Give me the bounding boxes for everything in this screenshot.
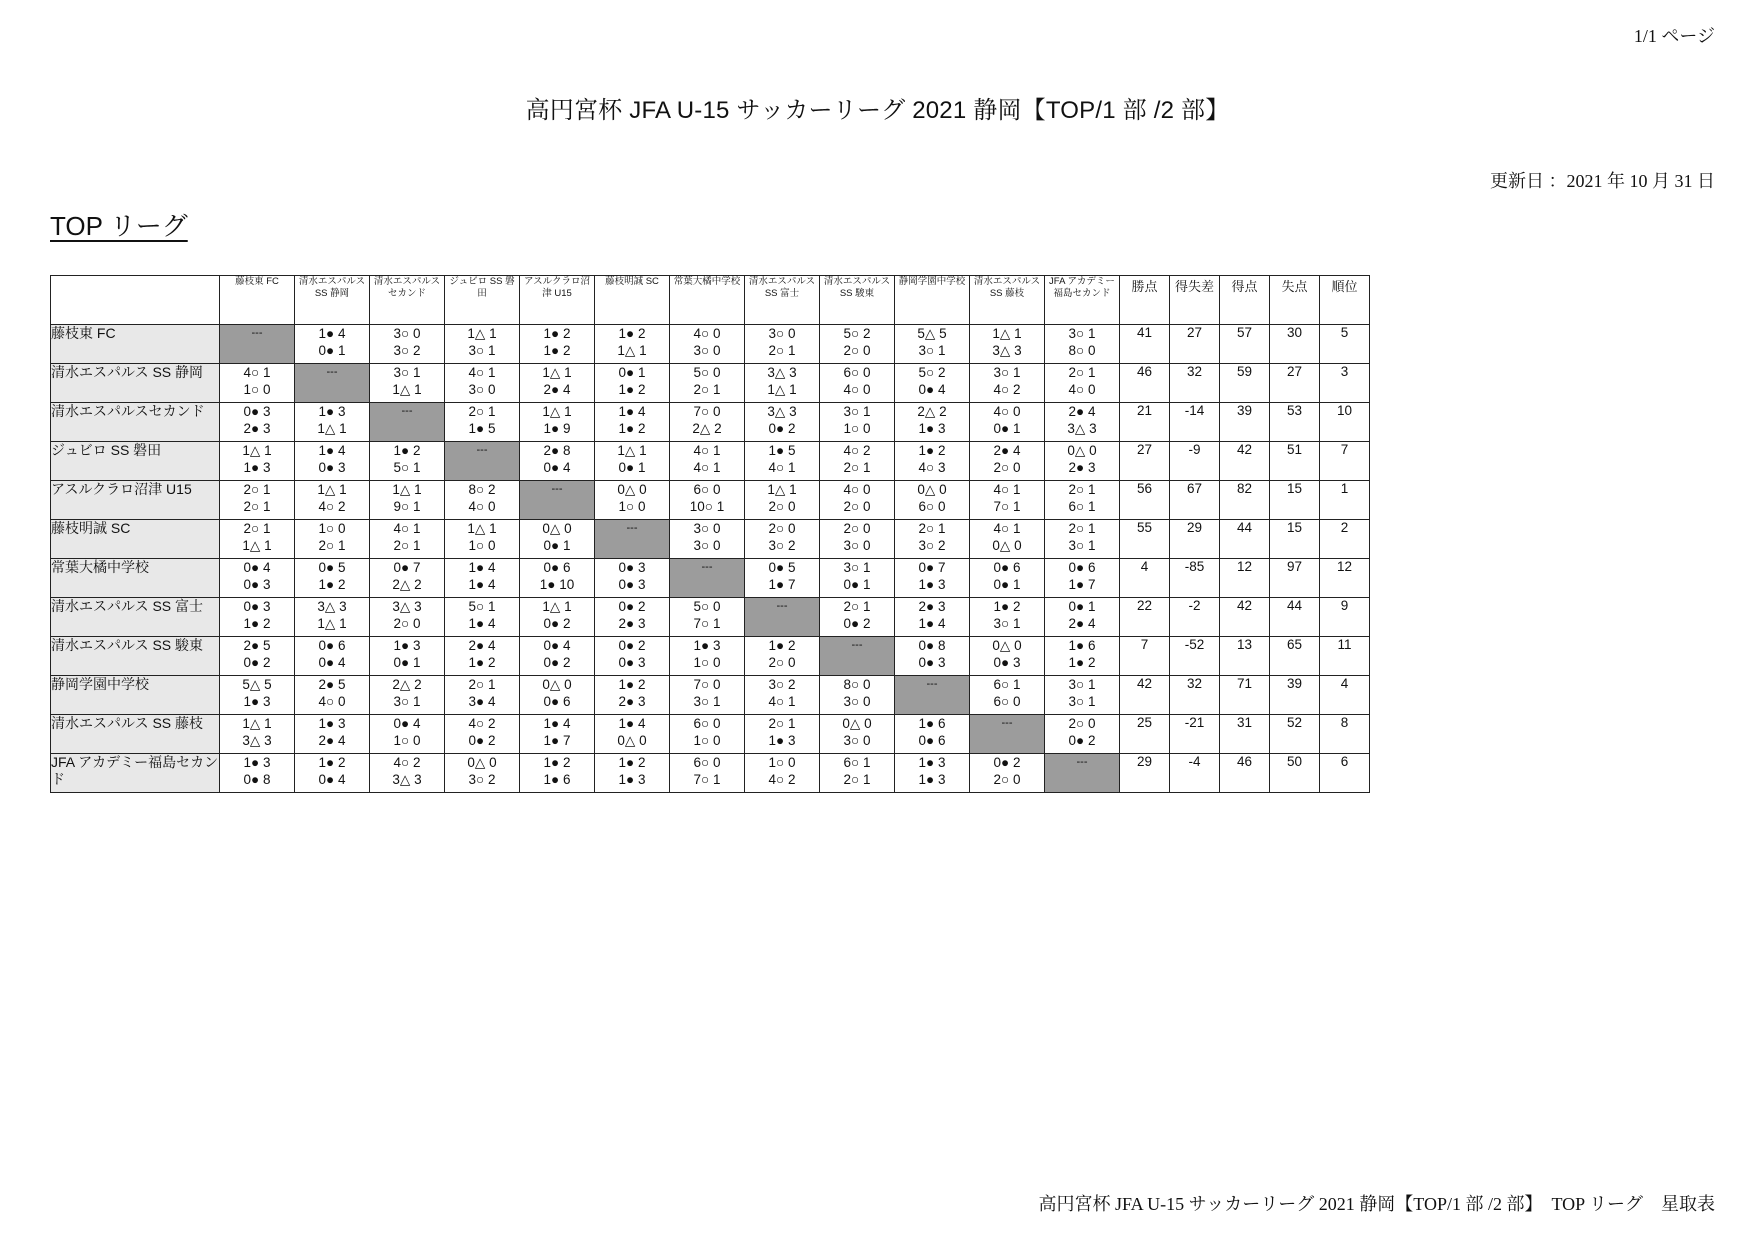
self-match-cell: --- [595,520,670,559]
match-result-cell: 1● 4 0△ 0 [595,715,670,754]
stat-cell: 4 [1320,676,1370,715]
match-result-cell: 1△ 1 2● 4 [520,364,595,403]
match-result-cell: 0● 3 2● 3 [220,403,295,442]
stat-cell: -52 [1170,637,1220,676]
stat-cell: -14 [1170,403,1220,442]
match-result-cell: 1● 4 1● 7 [520,715,595,754]
match-result-cell: 5○ 0 2○ 1 [670,364,745,403]
match-result-cell: 1△ 1 2○ 0 [745,481,820,520]
stat-cell: -21 [1170,715,1220,754]
match-result-cell: 1○ 0 2○ 1 [295,520,370,559]
match-result-cell: 0● 6 1● 7 [1045,559,1120,598]
standings-table [50,275,1370,793]
match-result-cell: 1△ 1 3△ 3 [970,325,1045,364]
page-footer: 高円宮杯 JFA U-15 サッカーリーグ 2021 静岡【TOP/1 部 /2 部】 TOP リーグ 星取表 [1038,1194,1715,1214]
match-result-cell: 0● 8 0● 3 [895,637,970,676]
table-row [51,325,1370,364]
match-result-cell: 4○ 0 3○ 0 [670,325,745,364]
stat-cell: 32 [1170,364,1220,403]
stat-cell: -85 [1170,559,1220,598]
match-result-cell: 1● 4 0● 1 [295,325,370,364]
stat-cell: 46 [1220,754,1270,793]
match-result-cell: 0△ 0 3○ 2 [445,754,520,793]
match-result-cell: 3○ 2 4○ 1 [745,676,820,715]
stat-cell: 8 [1320,715,1370,754]
stat-cell: 44 [1270,598,1320,637]
match-result-cell: 3○ 1 3○ 1 [1045,676,1120,715]
match-result-cell: 1● 2 5○ 1 [370,442,445,481]
stat-cell: 22 [1120,598,1170,637]
stat-cell: 5 [1320,325,1370,364]
column-header-stat: 得失差 [1170,276,1220,325]
row-team-name: アスルクラロ沼津 U15 [51,481,220,520]
match-result-cell: 1● 2 2● 3 [595,676,670,715]
row-team-name: 清水エスパルスセカンド [51,403,220,442]
stat-cell: 67 [1170,481,1220,520]
stat-cell: 10 [1320,403,1370,442]
stat-cell: 15 [1270,520,1320,559]
stat-cell: 29 [1120,754,1170,793]
match-result-cell: 4○ 1 7○ 1 [970,481,1045,520]
match-result-cell: 4○ 1 0△ 0 [970,520,1045,559]
match-result-cell: 1△ 1 3△ 3 [220,715,295,754]
match-result-cell: 1● 4 1● 2 [595,403,670,442]
match-result-cell: 2○ 0 0● 2 [1045,715,1120,754]
table-row [51,715,1370,754]
match-result-cell: 1● 2 4○ 3 [895,442,970,481]
match-result-cell: 0● 4 0● 2 [520,637,595,676]
match-result-cell: 2△ 2 3○ 1 [370,676,445,715]
stat-cell: 13 [1220,637,1270,676]
column-header-team: 清水エスパルス SS 藤枝 [970,276,1045,325]
stat-cell: 44 [1220,520,1270,559]
match-result-cell: 4○ 1 2○ 1 [370,520,445,559]
match-result-cell: 0● 1 2● 4 [1045,598,1120,637]
match-result-cell: 2● 8 0● 4 [520,442,595,481]
match-result-cell: 4○ 0 0● 1 [970,403,1045,442]
match-result-cell: 2○ 0 3○ 0 [820,520,895,559]
stat-cell: 11 [1320,637,1370,676]
match-result-cell: 0△ 0 6○ 0 [895,481,970,520]
match-result-cell: 1● 2 1△ 1 [595,325,670,364]
stat-cell: 31 [1220,715,1270,754]
match-result-cell: 4○ 0 2○ 0 [820,481,895,520]
self-match-cell: --- [745,598,820,637]
row-team-name: 静岡学園中学校 [51,676,220,715]
match-result-cell: 0● 5 1● 7 [745,559,820,598]
match-result-cell: 0△ 0 0● 6 [520,676,595,715]
column-header-team: 清水エスパルスセカンド [370,276,445,325]
self-match-cell: --- [520,481,595,520]
match-result-cell: 0● 2 2● 3 [595,598,670,637]
table-body [51,325,1370,793]
row-team-name: 常葉大橘中学校 [51,559,220,598]
match-result-cell: 6○ 0 1○ 0 [670,715,745,754]
stat-cell: -2 [1170,598,1220,637]
match-result-cell: 2● 3 1● 4 [895,598,970,637]
self-match-cell: --- [1045,754,1120,793]
column-header-team: JFA アカデミー福島セカンド [1045,276,1120,325]
match-result-cell: 3○ 0 3○ 2 [370,325,445,364]
column-header-team: 藤枝東 FC [220,276,295,325]
stat-cell: 82 [1220,481,1270,520]
match-result-cell: 1△ 1 3○ 1 [445,325,520,364]
table-row [51,559,1370,598]
stat-cell: 52 [1270,715,1320,754]
stat-cell: 9 [1320,598,1370,637]
match-result-cell: 3○ 1 0● 1 [820,559,895,598]
stat-cell: 30 [1270,325,1320,364]
match-result-cell: 0● 6 0● 1 [970,559,1045,598]
stat-cell: 32 [1170,676,1220,715]
stat-cell: -4 [1170,754,1220,793]
column-header-team: 静岡学園中学校 [895,276,970,325]
match-result-cell: 0● 4 0● 3 [220,559,295,598]
corner-cell [51,276,220,325]
match-result-cell: 0● 1 1● 2 [595,364,670,403]
stat-cell: 71 [1220,676,1270,715]
match-result-cell: 4○ 2 3△ 3 [370,754,445,793]
match-result-cell: 3○ 0 3○ 0 [670,520,745,559]
match-result-cell: 0△ 0 0● 1 [520,520,595,559]
self-match-cell: --- [295,364,370,403]
match-result-cell: 1● 3 2● 4 [295,715,370,754]
match-result-cell: 1● 6 1● 2 [1045,637,1120,676]
match-result-cell: 1● 3 1△ 1 [295,403,370,442]
match-result-cell: 1● 2 2○ 0 [745,637,820,676]
stat-cell: 46 [1120,364,1170,403]
self-match-cell: --- [370,403,445,442]
match-result-cell: 0△ 0 0● 3 [970,637,1045,676]
document-title: 高円宮杯 JFA U-15 サッカーリーグ 2021 静岡【TOP/1 部 /2 部】 [525,97,1230,124]
row-team-name: 清水エスパルス SS 富士 [51,598,220,637]
column-header-team: アスルクラロ沼津 U15 [520,276,595,325]
match-result-cell: 3○ 1 1△ 1 [370,364,445,403]
table-row [51,637,1370,676]
stat-cell: 65 [1270,637,1320,676]
match-result-cell: 0△ 0 1○ 0 [595,481,670,520]
stat-cell: 55 [1120,520,1170,559]
section-title: TOP リーグ [50,211,188,241]
match-result-cell: 2○ 1 6○ 1 [1045,481,1120,520]
match-result-cell: 0● 6 0● 4 [295,637,370,676]
table-row [51,442,1370,481]
column-header-team: 清水エスパルス SS 駿東 [820,276,895,325]
stat-cell: -9 [1170,442,1220,481]
stat-cell: 12 [1320,559,1370,598]
match-result-cell: 2● 5 4○ 0 [295,676,370,715]
stat-cell: 15 [1270,481,1320,520]
row-team-name: 藤枝東 FC [51,325,220,364]
match-result-cell: 2● 5 0● 2 [220,637,295,676]
match-result-cell: 8○ 0 3○ 0 [820,676,895,715]
match-result-cell: 1● 3 0● 8 [220,754,295,793]
match-result-cell: 5○ 1 1● 4 [445,598,520,637]
match-result-cell: 0● 5 1● 2 [295,559,370,598]
match-result-cell: 3○ 0 2○ 1 [745,325,820,364]
match-result-cell: 1△ 1 4○ 2 [295,481,370,520]
column-header-team: ジュビロ SS 磐田 [445,276,520,325]
stat-cell: 7 [1120,637,1170,676]
column-header-stat: 勝点 [1120,276,1170,325]
match-result-cell: 2● 4 2○ 0 [970,442,1045,481]
match-result-cell: 2△ 2 1● 3 [895,403,970,442]
match-result-cell: 1△ 1 1○ 0 [445,520,520,559]
match-result-cell: 0● 3 1● 2 [220,598,295,637]
row-team-name: 藤枝明誠 SC [51,520,220,559]
stat-cell: 57 [1220,325,1270,364]
match-result-cell: 1● 5 4○ 1 [745,442,820,481]
column-header-team: 清水エスパルス SS 静岡 [295,276,370,325]
stat-cell: 12 [1220,559,1270,598]
stat-cell: 25 [1120,715,1170,754]
stat-cell: 21 [1120,403,1170,442]
match-result-cell: 2○ 1 1△ 1 [220,520,295,559]
match-result-cell: 6○ 1 6○ 0 [970,676,1045,715]
match-result-cell: 3△ 3 1△ 1 [295,598,370,637]
match-result-cell: 8○ 2 4○ 0 [445,481,520,520]
stat-cell: 39 [1220,403,1270,442]
match-result-cell: 3○ 1 1○ 0 [820,403,895,442]
match-result-cell: 0● 2 0● 3 [595,637,670,676]
table-row [51,676,1370,715]
stat-cell: 41 [1120,325,1170,364]
stat-cell: 27 [1270,364,1320,403]
self-match-cell: --- [670,559,745,598]
table-row [51,364,1370,403]
match-result-cell: 2○ 1 3○ 1 [1045,520,1120,559]
match-result-cell: 0● 3 0● 3 [595,559,670,598]
match-result-cell: 1● 6 0● 6 [895,715,970,754]
match-result-cell: 1△ 1 0● 2 [520,598,595,637]
header-row [51,276,1370,325]
stat-cell: 42 [1220,442,1270,481]
stat-cell: 39 [1270,676,1320,715]
row-team-name: 清水エスパルス SS 静岡 [51,364,220,403]
table-row [51,520,1370,559]
stat-cell: 56 [1120,481,1170,520]
match-result-cell: 4○ 1 1○ 0 [220,364,295,403]
match-result-cell: 5○ 2 0● 4 [895,364,970,403]
match-result-cell: 4○ 2 0● 2 [445,715,520,754]
match-result-cell: 1● 2 1● 6 [520,754,595,793]
stat-cell: 42 [1220,598,1270,637]
match-result-cell: 2○ 1 4○ 0 [1045,364,1120,403]
match-result-cell: 4○ 1 4○ 1 [670,442,745,481]
match-result-cell: 1● 3 1● 3 [895,754,970,793]
stat-cell: 50 [1270,754,1320,793]
match-result-cell: 1○ 0 4○ 2 [745,754,820,793]
match-result-cell: 4○ 2 2○ 1 [820,442,895,481]
row-team-name: JFA アカデミー福島セカンド [51,754,220,793]
match-result-cell: 3○ 1 8○ 0 [1045,325,1120,364]
match-result-cell: 5△ 5 3○ 1 [895,325,970,364]
match-result-cell: 2○ 1 3● 4 [445,676,520,715]
match-result-cell: 2○ 1 1● 3 [745,715,820,754]
table-row [51,754,1370,793]
stat-cell: 4 [1120,559,1170,598]
match-result-cell: 0● 4 1○ 0 [370,715,445,754]
match-result-cell: 1● 4 1● 4 [445,559,520,598]
self-match-cell: --- [970,715,1045,754]
match-result-cell: 2○ 1 1● 5 [445,403,520,442]
match-result-cell: 1● 2 1● 2 [520,325,595,364]
stat-cell: 53 [1270,403,1320,442]
match-result-cell: 1● 2 3○ 1 [970,598,1045,637]
match-result-cell: 0● 7 2△ 2 [370,559,445,598]
match-result-cell: 3△ 3 1△ 1 [745,364,820,403]
match-result-cell: 6○ 0 7○ 1 [670,754,745,793]
match-result-cell: 0● 7 1● 3 [895,559,970,598]
stat-cell: 27 [1170,325,1220,364]
stat-cell: 97 [1270,559,1320,598]
match-result-cell: 0△ 0 2● 3 [1045,442,1120,481]
self-match-cell: --- [895,676,970,715]
match-result-cell: 1△ 1 9○ 1 [370,481,445,520]
match-result-cell: 7○ 0 2△ 2 [670,403,745,442]
match-result-cell: 5△ 5 1● 3 [220,676,295,715]
match-result-cell: 1● 2 1● 3 [595,754,670,793]
match-result-cell: 2● 4 3△ 3 [1045,403,1120,442]
column-header-team: 藤枝明誠 SC [595,276,670,325]
match-result-cell: 7○ 0 3○ 1 [670,676,745,715]
stat-cell: 59 [1220,364,1270,403]
match-result-cell: 0△ 0 3○ 0 [820,715,895,754]
self-match-cell: --- [820,637,895,676]
match-result-cell: 2○ 1 2○ 1 [220,481,295,520]
match-result-cell: 0● 6 1● 10 [520,559,595,598]
match-result-cell: 6○ 0 10○ 1 [670,481,745,520]
stat-cell: 51 [1270,442,1320,481]
match-result-cell: 1● 2 0● 4 [295,754,370,793]
match-result-cell: 1● 3 1○ 0 [670,637,745,676]
stat-cell: 1 [1320,481,1370,520]
updated-date: 更新日 ：2021 年 10 月 31 日 [1490,171,1715,191]
table-row [51,481,1370,520]
row-team-name: 清水エスパルス SS 藤枝 [51,715,220,754]
page-number: 1/1 ページ [1633,26,1715,46]
match-result-cell: 1△ 1 1● 9 [520,403,595,442]
match-result-cell: 0● 2 2○ 0 [970,754,1045,793]
match-result-cell: 5○ 2 2○ 0 [820,325,895,364]
match-result-cell: 4○ 1 3○ 0 [445,364,520,403]
table-row [51,403,1370,442]
column-header-stat: 順位 [1320,276,1370,325]
match-result-cell: 2● 4 1● 2 [445,637,520,676]
match-result-cell: 1△ 1 1● 3 [220,442,295,481]
match-result-cell: 3△ 3 2○ 0 [370,598,445,637]
match-result-cell: 2○ 1 0● 2 [820,598,895,637]
match-result-cell: 2○ 0 3○ 2 [745,520,820,559]
self-match-cell: --- [445,442,520,481]
stat-cell: 6 [1320,754,1370,793]
stat-cell: 27 [1120,442,1170,481]
stat-cell: 3 [1320,364,1370,403]
self-match-cell: --- [220,325,295,364]
match-result-cell: 6○ 1 2○ 1 [820,754,895,793]
match-result-cell: 1● 3 0● 1 [370,637,445,676]
match-result-cell: 3△ 3 0● 2 [745,403,820,442]
column-header-stat: 得点 [1220,276,1270,325]
match-result-cell: 6○ 0 4○ 0 [820,364,895,403]
column-header-team: 常葉大橘中学校 [670,276,745,325]
match-result-cell: 1● 4 0● 3 [295,442,370,481]
match-result-cell: 5○ 0 7○ 1 [670,598,745,637]
match-result-cell: 3○ 1 4○ 2 [970,364,1045,403]
column-header-team: 清水エスパルス SS 富士 [745,276,820,325]
stat-cell: 2 [1320,520,1370,559]
table-row [51,598,1370,637]
match-result-cell: 1△ 1 0● 1 [595,442,670,481]
match-result-cell: 2○ 1 3○ 2 [895,520,970,559]
stat-cell: 42 [1120,676,1170,715]
row-team-name: ジュビロ SS 磐田 [51,442,220,481]
stat-cell: 7 [1320,442,1370,481]
stat-cell: 29 [1170,520,1220,559]
row-team-name: 清水エスパルス SS 駿東 [51,637,220,676]
column-header-stat: 失点 [1270,276,1320,325]
